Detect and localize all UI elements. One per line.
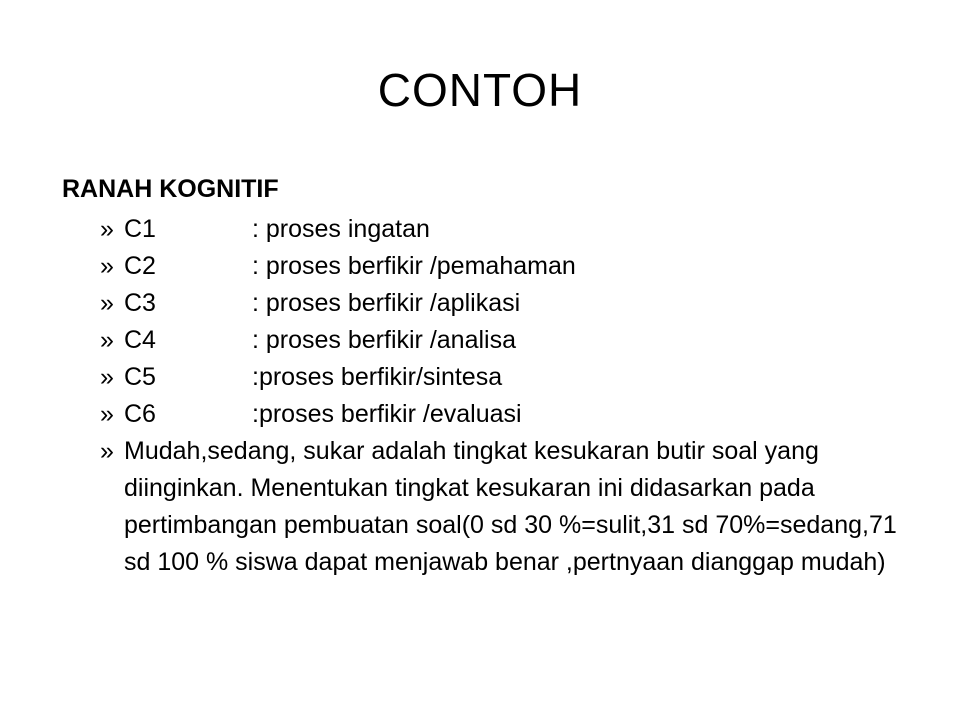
item-description: : proses berfikir /pemahaman — [252, 252, 576, 280]
bullet-marker: » — [100, 400, 114, 428]
list-item-c4 — [100, 322, 900, 359]
item-description: : proses ingatan — [252, 215, 430, 243]
list-item-c3 — [100, 285, 900, 322]
list-item-c1 — [100, 211, 900, 248]
bullet-list — [100, 211, 900, 581]
section-heading: RANAH KOGNITIF — [62, 175, 279, 203]
list-item-paragraph — [100, 433, 904, 581]
item-code: C6 — [124, 400, 156, 428]
item-code: C2 — [124, 252, 156, 280]
item-description: : proses berfikir /aplikasi — [252, 289, 521, 317]
bullet-marker: » — [100, 289, 114, 317]
item-code: C3 — [124, 289, 156, 317]
item-description: :proses berfikir/sintesa — [252, 363, 503, 391]
item-description: :proses berfikir /evaluasi — [252, 400, 522, 428]
bullet-marker: » — [100, 215, 114, 243]
item-code: C4 — [124, 326, 156, 354]
item-code: C5 — [124, 363, 156, 391]
list-item-c2 — [100, 248, 900, 285]
bullet-marker: » — [100, 363, 114, 391]
item-description: : proses berfikir /analisa — [252, 326, 517, 354]
bullet-marker: » — [100, 326, 114, 354]
list-item-c6 — [100, 396, 900, 433]
list-item-c5 — [100, 359, 900, 396]
bullet-marker: » — [100, 437, 114, 465]
item-code: C1 — [124, 215, 156, 243]
bullet-marker: » — [100, 252, 114, 280]
slide-title: CONTOH — [377, 64, 583, 116]
paragraph-text: Mudah,sedang, sukar adalah tingkat kesukaran butir soal yang diinginkan. Menentukan tingkat kesukaran ini didasarkan pada pertimbangan pembuatan soal(0 sd 30 %=sulit,31 sd 70%=sedang,71 sd 100 % siswa dapat menjawab benar ,pertnyaan dianggap mudah) — [124, 437, 897, 576]
